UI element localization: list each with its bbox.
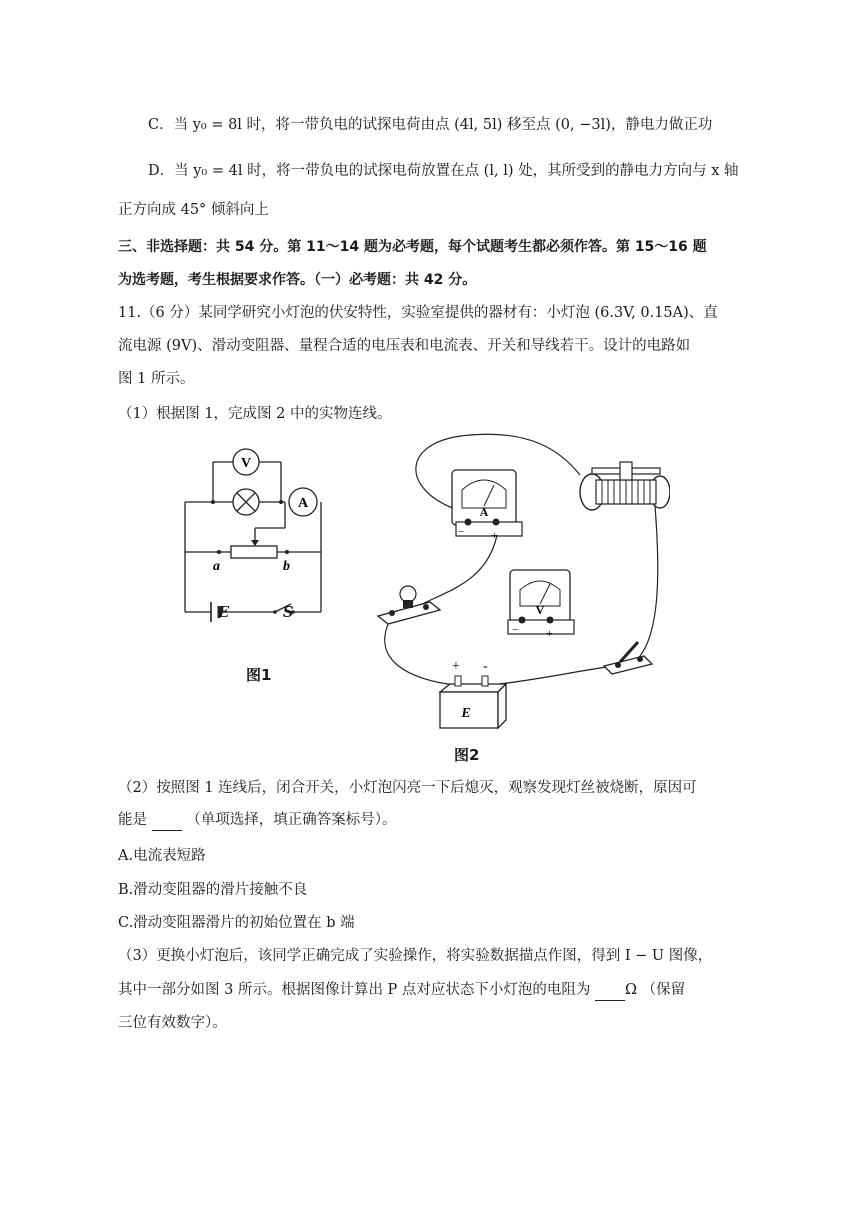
figure-1-switch-label: S (283, 604, 294, 621)
figure-1-circuit (175, 440, 335, 625)
answer-blank-2[interactable] (152, 810, 182, 831)
svg-text:−: − (458, 526, 465, 538)
section-heading-line2: 为选考题，考生根据要求作答。（一）必考题：共 42 分。 (118, 272, 477, 288)
part-3-line3: 三位有效数字）。 (118, 1015, 227, 1031)
svg-text:+: + (546, 626, 553, 640)
part-2-line1: （2）按照图 1 连线后，闭合开关，小灯泡闪亮一下后熄灭，观察发现灯丝被烧断，原因可 (118, 780, 697, 796)
option-c: C．当 y₀ = 8l 时，将一带负电的试探电荷由点 (4l, 5l) 移至点 (0, −3l)，静电力做正功 (148, 117, 713, 133)
svg-text:−: − (512, 624, 519, 636)
choice-b: B.滑动变阻器的滑片接触不良 (118, 882, 308, 898)
choice-c: C.滑动变阻器滑片的初始位置在 b 端 (118, 915, 355, 931)
svg-text:-: - (483, 659, 488, 674)
part-3-line1: （3）更换小灯泡后，该同学正确完成了实验操作，将实验数据描点作图，得到 I − U 图像， (118, 948, 713, 964)
figure-1-caption: 图1 (246, 666, 272, 684)
rheostat-device (580, 462, 670, 510)
figure-2-apparatus (370, 430, 670, 730)
part-3-line2: 其中一部分如图 3 所示。根据图像计算出 P 点对应状态下小灯泡的电阻为 Ω （保留 (118, 980, 685, 1001)
question-11-line2: 流电源 (9V)、滑动变阻器、量程合适的电压表和电流表、开关和导线若干。设计的电路如 (118, 338, 691, 354)
battery-device (440, 659, 506, 728)
switch-device (604, 642, 652, 674)
svg-text:V: V (535, 603, 545, 617)
lamp-device (378, 586, 440, 624)
svg-text:A: A (297, 496, 309, 511)
svg-text:A: A (479, 505, 489, 519)
svg-text:+: + (491, 528, 498, 542)
question-11-line1: 11.（6 分）某同学研究小灯泡的伏安特性，实验室提供的器材有：小灯泡 (6.3V, 0.15A)、直 (118, 305, 718, 321)
answer-blank-3[interactable] (595, 980, 625, 1001)
svg-text:V: V (240, 456, 252, 471)
slider-arrow-icon (251, 540, 259, 546)
question-11-line3: 图 1 所示。 (118, 371, 195, 387)
voltmeter-device (508, 570, 574, 640)
part-2-line2: 能是 （单项选择，填正确答案标号）。 (118, 810, 396, 831)
svg-text:E: E (461, 706, 471, 721)
figure-2-caption: 图2 (454, 746, 480, 764)
option-d-line2: 正方向成 45° 倾斜向上 (118, 202, 269, 218)
section-heading-line1: 三、非选择题：共 54 分。第 11～14 题为必考题，每个试题考生都必须作答。第 15～16 题 (118, 239, 707, 255)
figure-1-source-label: E (218, 604, 230, 621)
option-d-line1: D．当 y₀ = 4l 时，将一带负电的试探电荷放置在点 (l, l) 处，其所受到的静电力方向与 x 轴 (148, 163, 739, 179)
part-1-text: （1）根据图 1，完成图 2 中的实物连线。 (118, 406, 392, 422)
ammeter-device (452, 470, 522, 542)
terminal-a-label: a (213, 559, 220, 574)
terminal-b-label: b (283, 559, 290, 574)
choice-a: A.电流表短路 (118, 848, 206, 864)
svg-text:+: + (452, 659, 460, 674)
